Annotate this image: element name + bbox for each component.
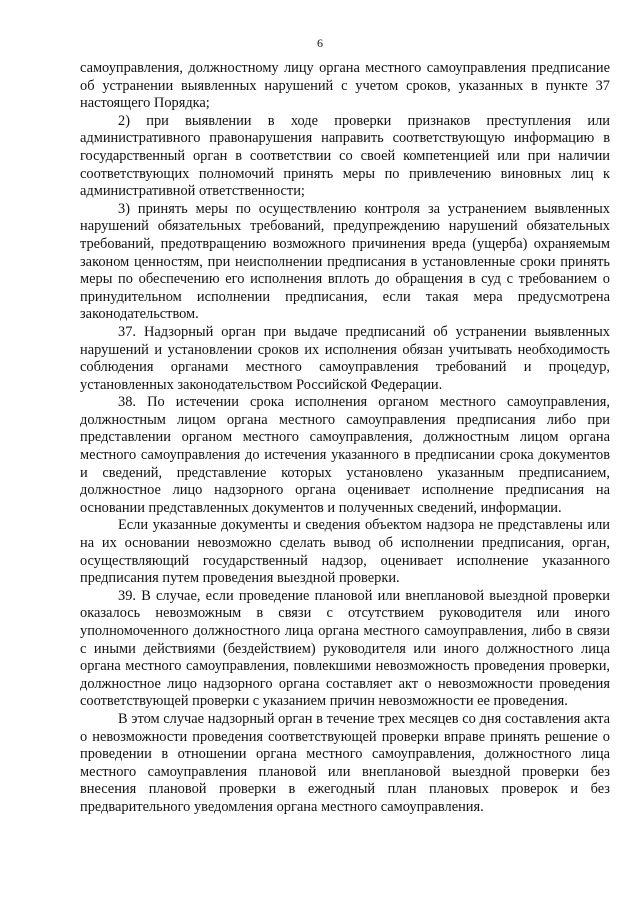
paragraph-clause-39: 39. В случае, если проведение плановой или внеплановой выездной проверки оказалось невозможным в связи с отсутствием руководителя или иного уполномоченного должностного лица органа местного самоуправления, либо в связи с иными действиями (бездействием) руководителя или иного должностного лица органа местного самоуправления, повлекшими невозможность проведения проверки, должностное лицо надзорного органа составляет акт о невозможности проведения соответствующей проверки с указанием причин невозможности ее проведения. [80,587,610,710]
paragraph-item-3: 3) принять меры по осуществлению контроля за устранением выявленных нарушений обязательных требований, предупреждению нарушений обязательных требований, предотвращению возможного причинения вреда (ущерба) охраняемым законом ценностям, при неисполнении предписания в установленные сроки принять меры по обеспечению его исполнения вплоть до обращения в суд с требованием о принудительном исполнении предписания, если такая мера предусмотрена законодательством. [80,200,610,323]
paragraph-clause-38: 38. По истечении срока исполнения органом местного самоуправления, должностным лицом органа местного самоуправления предписания либо при представлении органом местного самоуправления, должностным лицом органа местного самоуправления до истечения указанного в предписании срока документов и сведений, представление которых установлено указанным предписанием, должностное лицо надзорного органа оценивает исполнение предписания на основании представленных документов и полученных сведений, информации. [80,394,610,516]
document-body [80,60,610,817]
paragraph-item-2: 2) при выявлении в ходе проверки признаков преступления или административного правонарушения направить соответствующую информацию в государственный орган в соответствии со своей компетенцией или при наличии соответствующих полномочий принять меры по привлечению виновных лиц к административной ответственности; [80,112,610,200]
paragraph-clause-39-continued: В этом случае надзорный орган в течение трех месяцев со дня составления акта о невозможности проведения соответствующей проверки вправе принять решение о проведении в отношении органа местного самоуправления, должностного лица местного самоуправления плановой или внеплановой выездной проверки без внесения плановой проверки в ежегодный план плановых проверок и без предварительного уведомления органа местного самоуправления. [80,710,610,815]
paragraph-clause-38-continued: Если указанные документы и сведения объектом надзора не представлены или на их основании невозможно сделать вывод об исполнении предписания, орган, осуществляющий государственный надзор, оценивает исполнение указанного предписания путем проведения выездной проверки. [80,517,610,587]
paragraph-clause-37: 37. Надзорный орган при выдаче предписаний об устранении выявленных нарушений и установлении сроков их исполнения обязан учитывать необходимость соблюдения органами местного самоуправления требований и процедур, установленных законодательством Российской Федерации. [80,323,610,393]
paragraph-continuation: самоуправления, должностному лицу органа местного самоуправления предписание об устранении выявленных нарушений с учетом сроков, указанных в пункте 37 настоящего Порядка; [80,60,610,112]
page-number: 6 [317,36,323,50]
